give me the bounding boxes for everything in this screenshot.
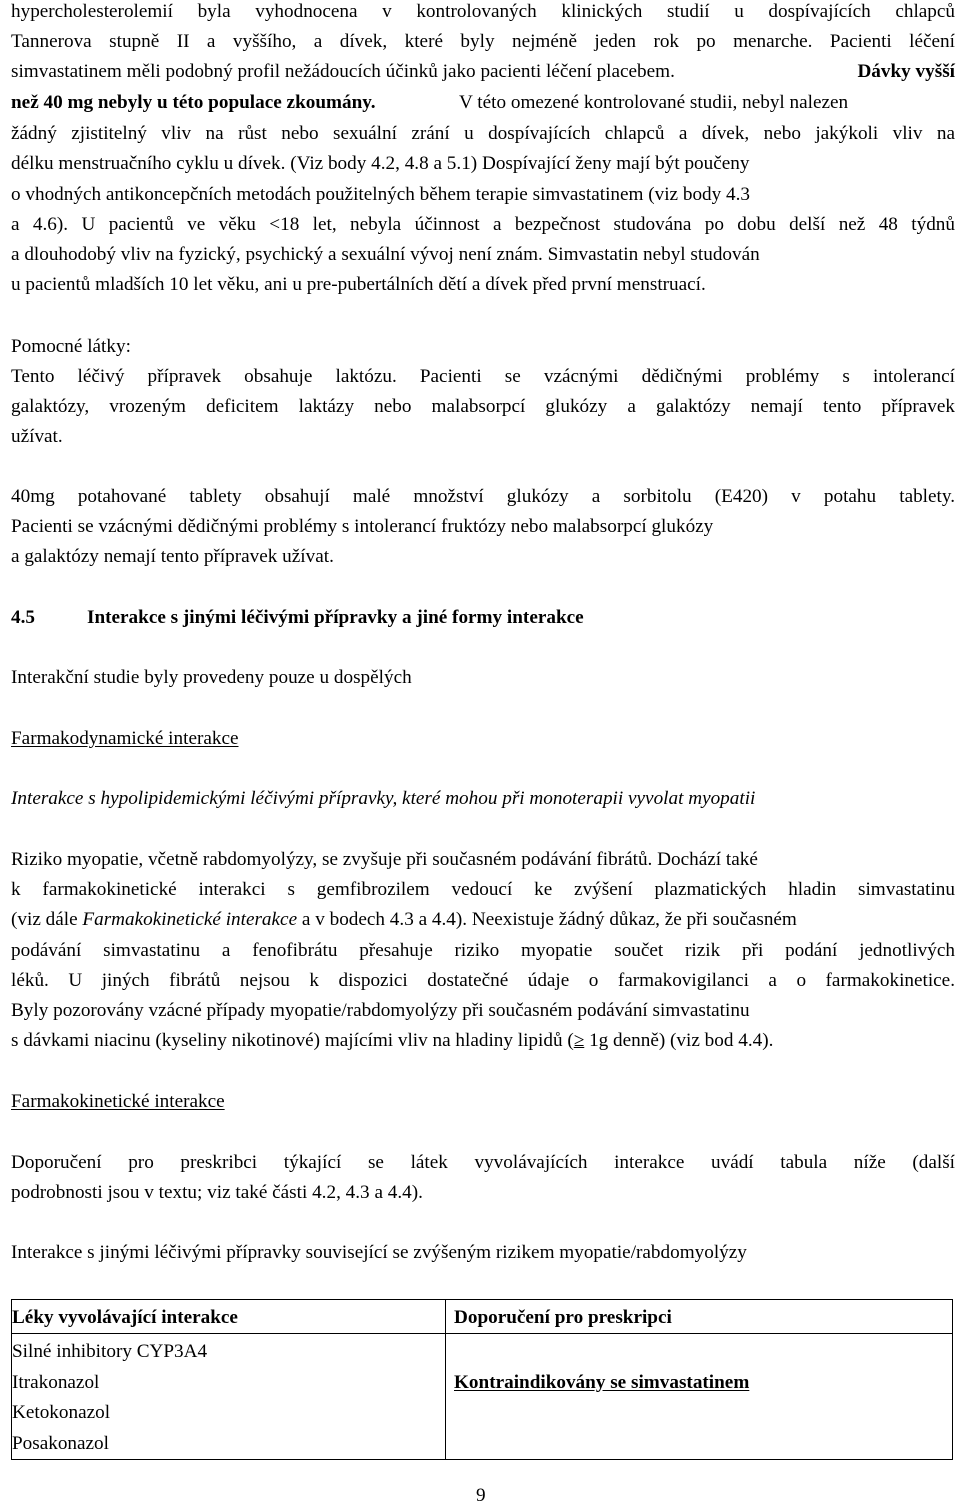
tablets-line-3: a galaktózy nemají tento přípravek užívat. bbox=[11, 546, 334, 567]
pd-heading: Farmakodynamické interakce bbox=[11, 728, 239, 749]
intro-line-1: hypercholesterolemií byla vyhodnocena v kontrolovaných klinických studií u dospívajících chlapců bbox=[11, 1, 955, 22]
pd-line-3-a: (viz dále bbox=[11, 909, 83, 930]
excipients-line-3: užívat. bbox=[11, 426, 63, 447]
pd-line-3-italic: Farmakokinetické interakce bbox=[82, 909, 298, 930]
intro-line-7: o vhodných antikoncepčních metodách použitelných během terapie simvastatinem (viz body 4.3 bbox=[11, 184, 751, 205]
intro-line-3-text: simvastatinem měli podobný profil nežádoucích účinků jako pacienti léčení placebem. bbox=[11, 61, 675, 82]
table-header-recommendation: Doporučení pro preskripci bbox=[446, 1300, 953, 1334]
table-row bbox=[12, 1334, 953, 1460]
intro-line-3 bbox=[11, 62, 955, 81]
recommendation-text: Kontraindikovány se simvastatinem bbox=[454, 1371, 750, 1393]
pd-line-7-b: 1g denně) (viz bod 4.4). bbox=[584, 1030, 774, 1051]
intro-line-5: žádný zjistitelný vliv na růst nebo sexuální zrání u dospívajících chlapců a dívek, nebo jakýkoli vliv na bbox=[11, 123, 955, 144]
intro-bold-start: Dávky vyšší bbox=[857, 61, 955, 82]
intro-line-2: Tannerova stupně II a vyššího, a dívek, které byly nejméně jeden rok po menarche. Pacienti léčení bbox=[11, 31, 955, 52]
table-header-drugs: Léky vyvolávající interakce bbox=[12, 1300, 446, 1334]
pd-line-3-wrap bbox=[11, 910, 797, 929]
pd-line-7 bbox=[11, 1031, 773, 1050]
intro-line-6: délku menstruačního cyklu u dívek. (Viz body 4.2, 4.8 a 5.1) Dospívající ženy mají být poučeny bbox=[11, 153, 750, 174]
adult-note: Interakční studie byly provedeny pouze u dospělých bbox=[11, 667, 412, 688]
pd-line-3 bbox=[11, 910, 955, 929]
page-number: 9 bbox=[476, 1485, 486, 1506]
intro-line-8: a 4.6). U pacientů ve věku <18 let, nebyla účinnost a bezpečnost studována po dobu delší než 48 týdnů bbox=[11, 214, 955, 235]
pk-line-2: podrobnosti jsou v textu; viz také části 4.2, 4.3 a 4.4). bbox=[11, 1182, 423, 1203]
drug-itraconazole: Itrakonazol bbox=[12, 1371, 100, 1393]
pd-line-3-b: a v bodech 4.3 a 4.4). Neexistuje žádný důkaz, že při současném bbox=[297, 909, 797, 930]
pd-line-7-a: s dávkami niacinu (kyseliny nikotinové) majícími vliv na hladiny lipidů ( bbox=[11, 1030, 574, 1051]
section-title: Interakce s jinými léčivými přípravky a jiné formy interakce bbox=[87, 607, 584, 628]
tablets-line-1: 40mg potahované tablety obsahují malé množství glukózy a sorbitolu (E420) v potahu tablety. bbox=[11, 486, 955, 507]
table-cell-recommendation bbox=[446, 1334, 953, 1460]
table-header-row bbox=[12, 1300, 953, 1334]
table-cell-drugs bbox=[12, 1334, 446, 1460]
pd-line-2: k farmakokinetické interakci s gemfibrozilem vedoucí ke zvýšení plazmatických hladin simvastatinu bbox=[11, 879, 955, 900]
pd-line-4: podávání simvastatinu a fenofibrátu přesahuje riziko myopatie součet rizik při podání jednotlivých bbox=[11, 940, 955, 961]
intro-line-10: u pacientů mladších 10 let věku, ani u pre-pubertálních dětí a dívek před první menstruací. bbox=[11, 274, 706, 295]
drug-group: Silné inhibitory CYP3A4 bbox=[12, 1341, 208, 1363]
excipients-label: Pomocné látky: bbox=[11, 336, 131, 357]
interaction-table bbox=[11, 1299, 953, 1460]
intro-line-9: a dlouhodobý vliv na fyzický, psychický a sexuální vývoj není znám. Simvastatin nebyl studován bbox=[11, 244, 760, 265]
drug-ketoconazole: Ketokonazol bbox=[12, 1402, 111, 1424]
intro-line-4 bbox=[11, 92, 849, 113]
pd-line-1: Riziko myopatie, včetně rabdomyolýzy, se zvyšuje při současném podávání fibrátů. Dochází také bbox=[11, 849, 758, 870]
tablets-line-2: Pacienti se vzácnými dědičnými problémy s intolerancí fruktózy nebo malabsorpcí glukózy bbox=[11, 516, 714, 537]
geq-symbol: ≥ bbox=[573, 1030, 585, 1051]
pd-line-5: léků. U jiných fibrátů nejsou k dispozici dostatečné údaje o farmakovigilanci a o farmakokinetice. bbox=[11, 970, 955, 991]
pk-heading: Farmakokinetické interakce bbox=[11, 1091, 225, 1112]
intro-line-4-text: V této omezené kontrolované studii, nebyl nalezen bbox=[459, 92, 849, 113]
pd-line-6: Byly pozorovány vzácné případy myopatie/rabdomyolýzy při současném podávání simvastatinu bbox=[11, 1000, 750, 1021]
pk-line-1: Doporučení pro preskribci týkající se látek vyvolávajících interakce uvádí tabula níže (další bbox=[11, 1152, 955, 1173]
drug-posaconazole: Posakonazol bbox=[12, 1432, 109, 1454]
intro-bold-end: než 40 mg nebyly u této populace zkoumány. bbox=[11, 92, 376, 113]
pd-subheading: Interakce s hypolipidemickými léčivými přípravky, které mohou při monoterapii vyvolat myopatii bbox=[11, 788, 756, 809]
table-caption: Interakce s jinými léčivými přípravky související se zvýšeným rizikem myopatie/rabdomyolýzy bbox=[11, 1242, 747, 1263]
section-number: 4.5 bbox=[11, 607, 35, 628]
excipients-line-2: galaktózy, vrozeným deficitem laktázy nebo malabsorpcí glukózy a galaktózy nemají tento přípravek bbox=[11, 396, 955, 417]
excipients-line-1: Tento léčivý přípravek obsahuje laktózu. Pacienti se vzácnými dědičnými problémy s intolerancí bbox=[11, 366, 955, 387]
